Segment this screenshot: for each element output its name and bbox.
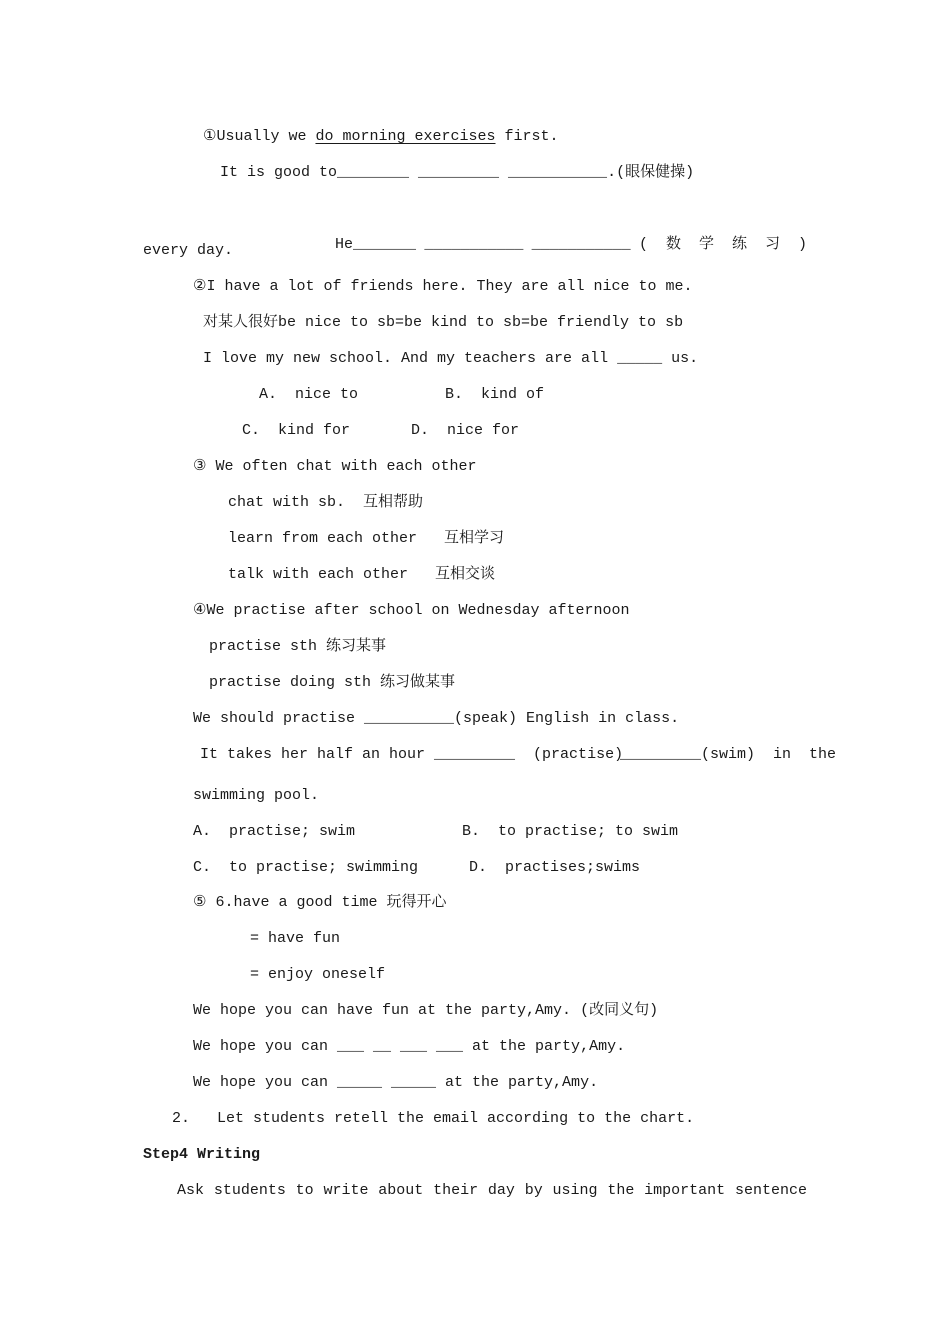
item-4-exercise-1: We should practise __________(speak) English in class. [193,710,680,727]
item-4-exercise-2b: _________(swim) in the [620,746,837,763]
item-1-blank-1: ___________ [424,236,524,253]
item-4-note-2: practise doing sth 练习做某事 [209,674,456,691]
item-5-rewrite-1: We hope you can ___ __ ___ ___ at the party,Amy. [193,1038,626,1055]
item-3-note-3: talk with each other 互相交谈 [228,566,496,583]
item-4-note-1: practise sth 练习某事 [209,638,387,655]
item-1-exercise-b [335,200,807,290]
item-2-option-b: B. kind of [445,386,545,403]
item-4-option-a: A. practise; swim [193,823,356,840]
item-1-chinese-hint: ( 数 学 练 习 ) [638,236,807,253]
item-4-option-b: B. to practise; to swim [462,823,679,840]
item-5-sentence: We hope you can have fun at the party,Amy. (改同义句) [193,1002,659,1019]
item-1-continuation: every day. [143,242,234,259]
item-4-option-d: D. practises;swims [469,859,641,876]
step-2-instruction: 2. Let students retell the email according to the chart. [172,1110,695,1127]
item-1-blank-2: ___________ [531,236,631,253]
item-4-exercise-2-continuation: swimming pool. [193,787,320,804]
section-heading-writing: Step4 Writing [143,1146,261,1163]
item-1-he: He_______ [335,236,417,253]
item-4-option-c: C. to practise; swimming [193,859,419,876]
item-5-equivalent-2: = enjoy oneself [250,966,386,983]
item-4-exercise-2a: It takes her half an hour _________ (practise) [200,746,624,763]
item-1-exercise-a: It is good to________ _________ ___________.(眼保健操) [220,164,695,181]
item-1-suffix: first. [495,128,559,145]
item-2-question: I love my new school. And my teachers are all _____ us. [203,350,699,367]
item-4-sentence: ④We practise after school on Wednesday afternoon [193,602,630,619]
item-2-option-c: C. kind for [242,422,351,439]
item-2-option-a: A. nice to [259,386,359,403]
item-1-sentence [203,128,559,146]
item-5-equivalent-1: = have fun [250,930,341,947]
item-3-sentence: ③ We often chat with each other [193,458,477,475]
item-2-option-d: D. nice for [411,422,520,439]
item-3-note-2: learn from each other 互相学习 [228,530,505,547]
writing-instruction: Ask students to write about their day by using the important sentence [177,1182,807,1199]
item-3-note-1: chat with sb. 互相帮助 [228,494,424,511]
item-5-heading: ⑤ 6.have a good time 玩得开心 [193,894,447,911]
item-5-rewrite-2: We hope you can _____ _____ at the party,Amy. [193,1074,599,1091]
item-2-sentence: ②I have a lot of friends here. They are all nice to me. [193,278,693,295]
item-1-prefix: ①Usually we [203,128,316,145]
item-2-phrase-note: 对某人很好be nice to sb=be kind to sb=be friendly to sb [203,314,684,331]
item-1-underlined-phrase: do morning exercises [315,128,496,145]
